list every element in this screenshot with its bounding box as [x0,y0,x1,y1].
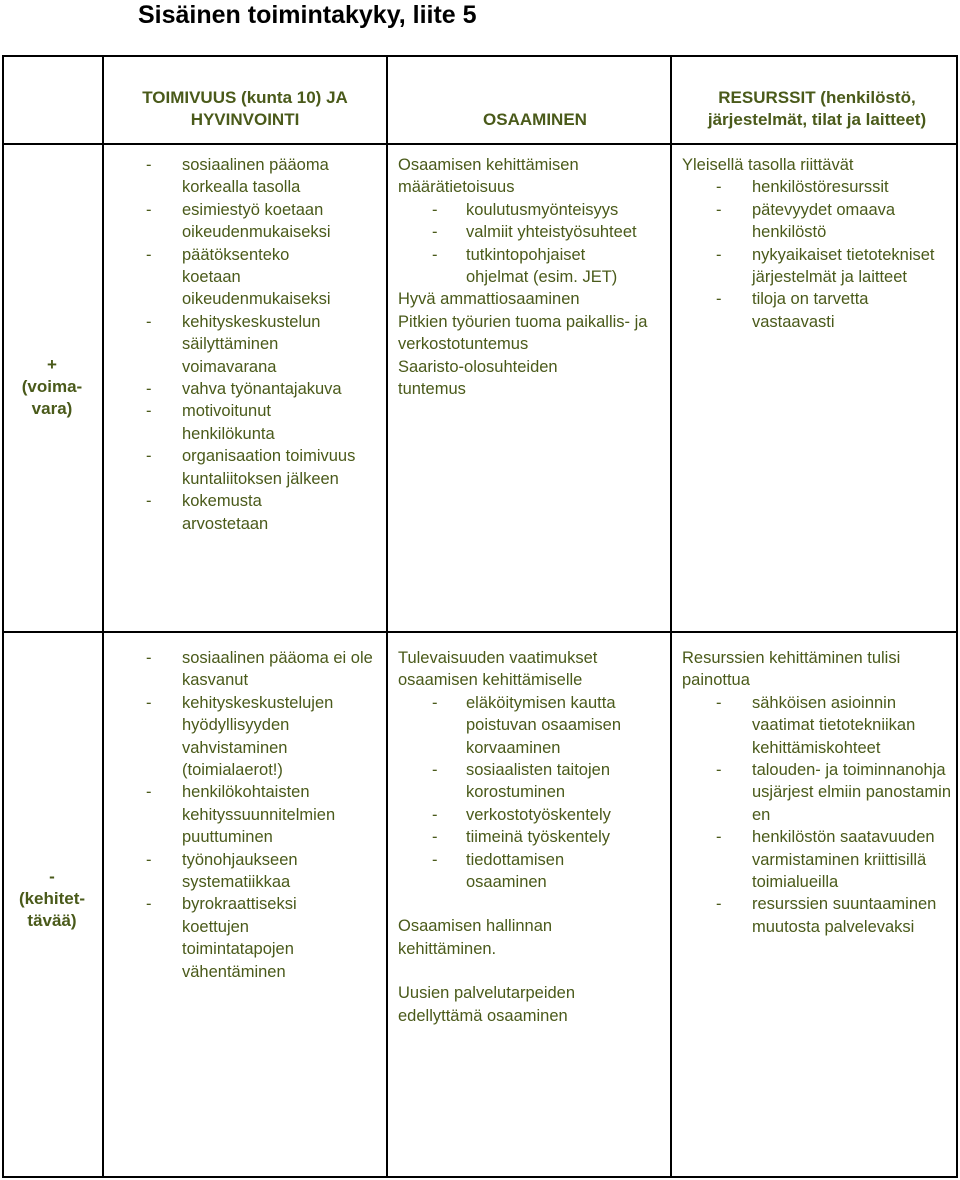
cell-minus-osaaminen [398,647,660,1027]
paragraph: Resurssien kehittäminen tulisi painottua [682,649,901,690]
list-item: - esimiestyö koetaan oikeudenmukaiseksi [146,200,331,242]
row-label-kehitettavaa [4,866,100,932]
paragraph: Saaristo-olosuhteiden tuntemus [398,357,558,399]
header-osaaminen: OSAAMINEN [483,110,587,129]
paragraph: Osaamisen hallinnan kehittäminen. [398,917,553,958]
list-item: - tutkintopohjaiset ohjelmat (esim. JET) [432,245,618,287]
list-item: - koulutusmyönteisyys [432,200,619,219]
list-item: - henkilöstön saatavuuden varmistaminen kriittisillä toimialueilla [716,828,935,892]
row-label-text: (voima-vara) [21,377,83,418]
list-item: - kokemusta arvostetaan [146,492,269,533]
list-item: - valmiit yhteistyösuhteet [432,223,637,242]
paragraph: Tulevaisuuden vaatimukset osaamisen kehittämiselle [398,649,598,690]
list-item: - sosiaalinen pääoma ei ole kasvanut [146,649,373,690]
list-item: - byrokraattiseksi koettujen toimintatapojen vähentäminen [146,895,297,981]
list-item: - pätevyydet omaava henkilöstö [716,200,896,242]
table-border-left [2,55,4,1178]
header-resurssit: RESURSSIT (henkilöstö, järjestelmät, tilat ja laitteet) [707,88,927,129]
list-item: - sosiaalinen pääoma korkealla tasolla [146,156,329,197]
list-item: - tiimeinä työskentely [432,828,610,847]
cell-plus-toimivuus [138,154,374,535]
list-item: - työnohjaukseen systematiikkaa [146,850,298,892]
page-title: Sisäinen toimintakyky, liite 5 [138,1,477,29]
cell-minus-toimivuus [138,647,374,983]
list-item: - nykyaikaiset tietotekniset järjestelmät ja laitteet [716,245,935,287]
list-item: - henkilöstöresurssit [716,178,889,197]
column-divider-3 [670,55,672,1178]
list-item: - vahva työnantajakuva [146,380,342,399]
list-item: - motivoitunut henkilökunta [146,402,275,443]
table-border-right [956,55,958,1178]
paragraph: Pitkien työurien tuoma paikallis- ja verkostotuntemus [398,312,648,354]
column-divider-1 [102,55,104,1178]
header-toimivuus: TOIMIVUUS (kunta 10) JA HYVINVOINTI [142,88,348,129]
paragraph: Hyvä ammattiosaaminen [398,290,580,309]
paragraph: Uusien palvelutarpeiden edellyttämä osaaminen [398,984,576,1025]
table-border-top [2,55,958,57]
paragraph: Osaamisen kehittämisen määrätietoisuus [398,156,579,197]
header-divider [2,143,958,145]
list-item: - kehityskeskustelujen hyödyllisyyden vahvistaminen (toimialaerot!) [146,693,334,780]
table-border-bottom [2,1176,958,1178]
cell-plus-resurssit [682,154,950,333]
cell-plus-osaaminen [398,154,660,400]
list-item: - eläköitymisen kautta poistuvan osaamisen korvaaminen [432,693,622,757]
list-item: - päätöksenteko koetaan oikeudenmukaiseksi [146,245,331,309]
row-sign-minus: - [49,867,55,886]
row-label-voimavara [4,354,100,420]
list-item: - verkostotyöskentely [432,805,611,824]
list-item: - tiedottamisen osaaminen [432,850,565,892]
list-item: - talouden- ja toiminnanohjausjärjest elmiin panostaminen [716,761,952,824]
list-item: - sähköisen asioinnin vaatimat tietotekniikan kehittämiskohteet [716,693,916,757]
list-item: - tiloja on tarvetta vastaavasti [716,290,869,331]
row-divider [2,631,958,633]
row-label-text: (kehitet-tävää) [18,889,86,930]
list-item: - resurssien suuntaaminen muutosta palvelevaksi [716,895,937,936]
cell-minus-resurssit [682,647,950,938]
paragraph: Yleisellä tasolla riittävät [682,156,854,174]
list-item: - kehityskeskustelun säilyttäminen voimavarana [146,312,321,376]
list-item: - sosiaalisten taitojen korostuminen [432,761,611,802]
list-item: - organisaation toimivuus kuntaliitoksen jälkeen [146,447,356,488]
list-item: - henkilökohtaisten kehityssuunnitelmien puuttuminen [146,783,336,847]
column-divider-2 [386,55,388,1178]
row-sign-plus: + [47,355,57,374]
